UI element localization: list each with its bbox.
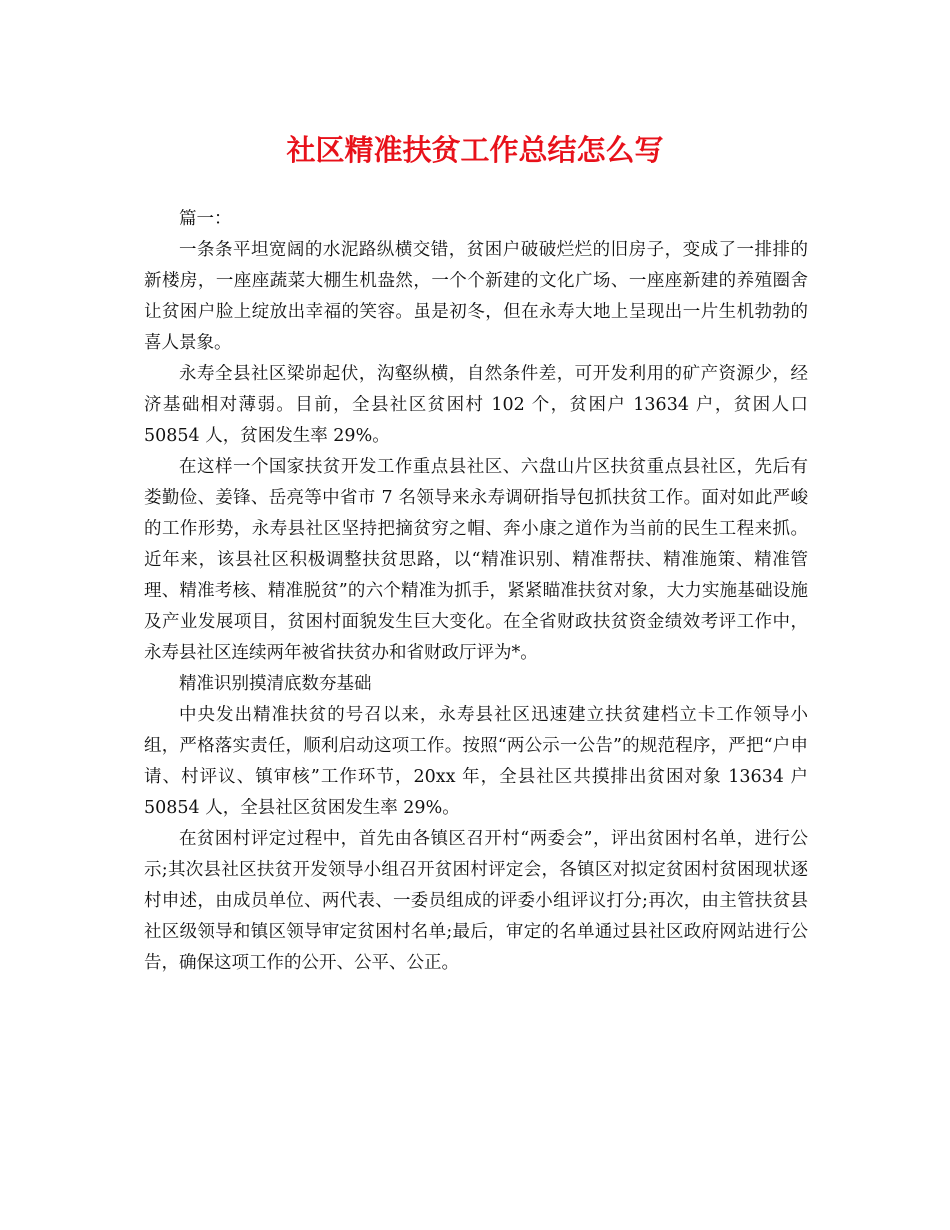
- subheading: 精准识别摸清底数夯基础: [179, 674, 372, 694]
- paragraph: 在这样一个国家扶贫开发工作重点县社区、六盘山片区扶贫重点县社区，先后有娄勤俭、姜锋、岳亮等中省市 7 名领导来永寿调研指导包抓扶贫工作。面对如此严峻的工作形势，永寿县社区坚持把摘贫穷之帽、奔小康之道作为当前的民生工程来抓。近年来，该县社区积极调整扶贫思路，以“精准识别、精准帮扶、精准施策、精准管理、精准考核、精准脱贫”的六个精准为抓手，紧紧瞄准扶贫对象，大力实施基础设施及产业发展项目，贫困村面貌发生巨大变化。在全省财政扶贫资金绩效考评工作中，永寿县社区连续两年被省扶贫办和省财政厅评为*。: [144, 457, 808, 663]
- paragraph: 中央发出精准扶贫的号召以来，永寿县社区迅速建立扶贫建档立卡工作领导小组，严格落实责任，顺利启动这项工作。按照“两公示一公告”的规范程序，严把“户申请、村评议、镇审核”工作环节，20xx 年，全县社区共摸排出贫困对象 13634 户 50854 人，全县社区贫困发生率 29%。: [144, 705, 808, 818]
- paragraph: 永寿全县社区梁峁起伏，沟壑纵横，自然条件差，可开发利用的矿产资源少，经济基础相对薄弱。目前，全县社区贫困村 102 个，贫困户 13634 户，贫困人口 50854 人，贫困发生率 29%。: [144, 364, 808, 446]
- paragraph: 一条条平坦宽阔的水泥路纵横交错，贫困户破破烂烂的旧房子，变成了一排排的新楼房，一座座蔬菜大棚生机盎然，一个个新建的文化广场、一座座新建的养殖圈舍让贫困户脸上绽放出幸福的笑容。虽是初冬，但在永寿大地上呈现出一片生机勃勃的喜人景象。: [144, 240, 808, 353]
- paragraph: 在贫困村评定过程中，首先由各镇区召开村“两委会”，评出贫困村名单，进行公示;其次县社区扶贫开发领导小组召开贫困村评定会，各镇区对拟定贫困村贫困现状逐村申述，由成员单位、两代表、一委员组成的评委小组评议打分;再次，由主管扶贫县社区级领导和镇区领导审定贫困村名单;最后，审定的名单通过县社区政府网站进行公告，确保这项工作的公开、公平、公正。: [144, 829, 808, 973]
- section-heading-part-one: 篇一：: [179, 209, 232, 229]
- document-title: 社区精准扶贫工作总结怎么写: [286, 133, 664, 167]
- document-body: [144, 204, 808, 979]
